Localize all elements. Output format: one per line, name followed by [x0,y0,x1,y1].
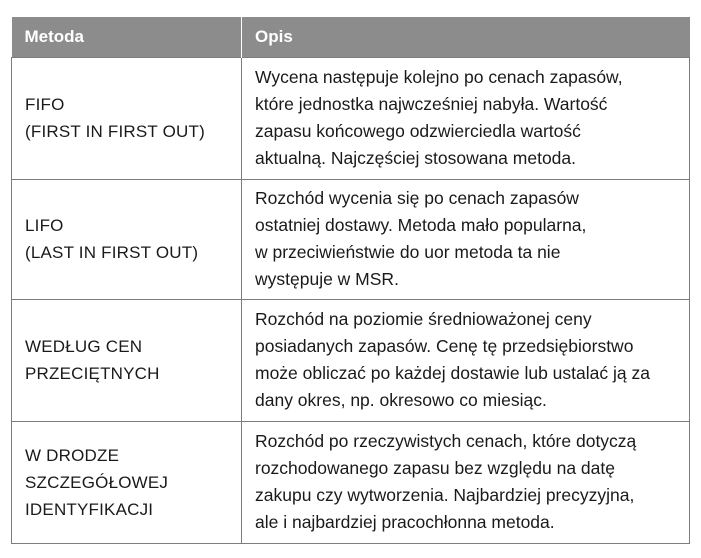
table-row [12,57,690,179]
method-name: SZCZEGÓŁOWEJ [25,472,169,492]
description-line: ostatniej dostawy. Metoda mało popularna, [255,215,587,235]
description-line: aktualną. Najczęściej stosowana metoda. [255,148,577,168]
method-name: W DRODZE [25,445,120,465]
description-line: zakupu czy wytworzenia. Najbardziej precyzyjna, [255,485,635,505]
method-cell [12,421,242,543]
description-line: ale i najbardziej pracochłonna metoda. [255,512,555,532]
method-name: WEDŁUG CEN [25,337,143,356]
description-cell [242,179,690,299]
method-cell [12,57,242,179]
method-name: IDENTYFIKACJI [25,499,154,519]
description-line: posiadanych zapasów. Cenę tę przedsiębiorstwo [255,336,634,356]
description-cell [242,57,690,179]
method-name: FIFO [25,95,65,114]
description-line: które jednostka najwcześniej nabyła. Wartość [255,94,608,114]
description-line: Wycena następuje kolejno po cenach zapasów, [255,67,623,87]
method-cell [12,299,242,421]
description-cell [242,421,690,543]
description-line: może obliczać po każdej dostawie lub ustalać ją za [255,363,650,383]
description-line: dany okres, np. okresowo co miesiąc. [255,390,547,410]
description-line: występuje w MSR. [255,269,399,289]
column-header-description: Opis [242,17,690,57]
method-cell [12,179,242,299]
description-line: Rozchód po rzeczywistych cenach, które dotyczą [255,431,637,451]
method-name: (FIRST IN FIRST OUT) [25,122,205,141]
table-row [12,179,690,299]
description-line: rozchodowanego zapasu bez względu na datę [255,458,615,478]
table-row [12,299,690,421]
description-line: Rozchód wycenia się po cenach zapasów [255,188,579,208]
description-line: zapasu końcowego odzwierciedla wartość [255,121,581,141]
inventory-methods-table [11,17,690,544]
method-name: PRZECIĘTNYCH [25,364,160,383]
description-line: Rozchód na poziomie średnioważonej ceny [255,309,592,329]
table-row [12,421,690,543]
description-line: w przeciwieństwie do uor metoda ta nie [255,242,561,262]
description-cell [242,299,690,421]
table-header-row [12,17,690,57]
column-header-method: Metoda [12,17,242,57]
method-name: LIFO [25,216,64,235]
method-name: (LAST IN FIRST OUT) [25,243,199,262]
